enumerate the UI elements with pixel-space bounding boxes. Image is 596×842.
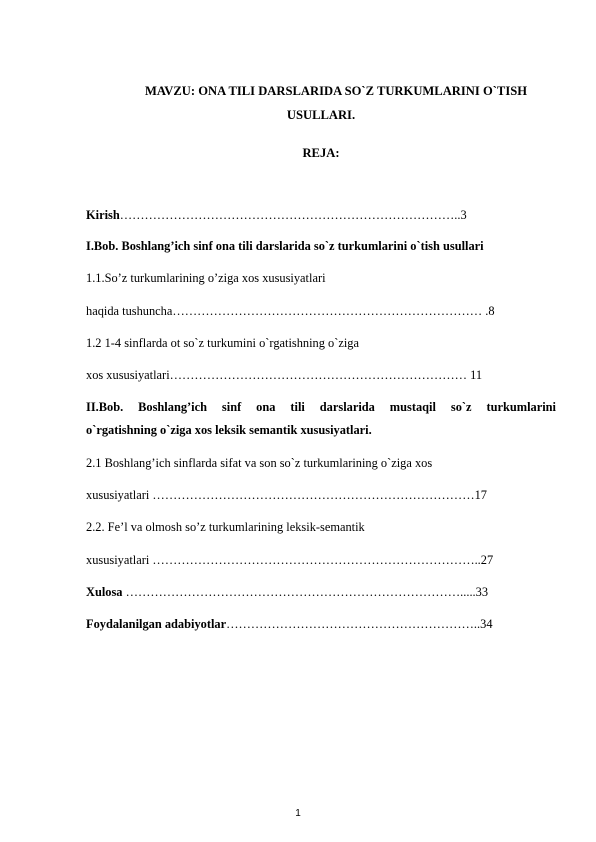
toc-entry-references bbox=[86, 617, 556, 631]
toc-dots: …………………………………………………….. bbox=[226, 617, 481, 631]
toc-entry-2-2 bbox=[86, 553, 556, 567]
toc-page: 11 bbox=[470, 368, 483, 382]
toc-label: xususiyatlari bbox=[86, 553, 153, 567]
toc-chapter2-heading-line1: II.Bob. Boshlang’ich sinf ona tili darslarida mustaqil so`z turkumlarini bbox=[86, 400, 556, 414]
toc-entry-xulosa bbox=[86, 585, 556, 599]
document-title-line1: MAVZU: ONA TILI DARSLARIDA SO`Z TURKUMLARINI O`TISH bbox=[144, 84, 528, 98]
toc-dots: …………………………………………………………………… bbox=[152, 488, 475, 502]
toc-page: .8 bbox=[485, 304, 495, 318]
toc-dots: ……………………………………………………………………….. bbox=[119, 208, 461, 222]
toc-dots: ………………………………………………………………………..... bbox=[122, 585, 476, 599]
toc-section-1-1-line1: 1.1.So’z turkumlarining o’ziga xos xususiyatlari bbox=[86, 271, 326, 285]
toc-label: xos xususiyatlari bbox=[86, 368, 170, 382]
toc-page: 27 bbox=[480, 553, 494, 567]
toc-label: haqida tushuncha bbox=[86, 304, 173, 318]
toc-section-2-2-line1: 2.2. Fe’l va olmosh so’z turkumlarining leksik-semantik bbox=[86, 520, 365, 534]
toc-entry-1-2 bbox=[86, 368, 556, 382]
toc-dots: …………………………………………………………………….. bbox=[152, 553, 481, 567]
toc-page: 17 bbox=[474, 488, 487, 502]
toc-entry-2-1 bbox=[86, 488, 556, 502]
plan-heading: REJA: bbox=[302, 146, 340, 160]
toc-page: 33 bbox=[475, 585, 489, 599]
toc-section-1-2-line1: 1.2 1-4 sinflarda ot so`z turkumini o`rgatishning o`ziga bbox=[86, 336, 359, 350]
toc-dots: ………………………………………………………………… bbox=[172, 304, 486, 318]
toc-label: Kirish bbox=[86, 208, 120, 222]
document-title-line2: USULLARI. bbox=[286, 108, 356, 122]
toc-page: 34 bbox=[480, 617, 493, 631]
toc-label: Xulosa bbox=[86, 585, 123, 599]
toc-chapter2-heading-line2: o`rgatishning o`ziga xos leksik semantik xususiyatlari. bbox=[86, 423, 372, 437]
toc-label: Foydalanilgan adabiyotlar bbox=[86, 617, 227, 631]
toc-label: xususiyatlari bbox=[86, 488, 153, 502]
toc-section-2-1-line1: 2.1 Boshlang’ich sinflarda sifat va son so`z turkumlarining o`ziga xos bbox=[86, 456, 433, 470]
toc-dots: ……………………………………………………………… bbox=[169, 368, 471, 382]
page-number: 1 bbox=[295, 808, 301, 819]
toc-entry-1-1 bbox=[86, 304, 556, 318]
toc-chapter1-heading: I.Bob. Boshlang’ich sinf ona tili darslarida so`z turkumlarini o`tish usullari bbox=[86, 239, 484, 253]
toc-page: 3 bbox=[460, 208, 467, 222]
toc-entry-kirish bbox=[86, 208, 556, 222]
